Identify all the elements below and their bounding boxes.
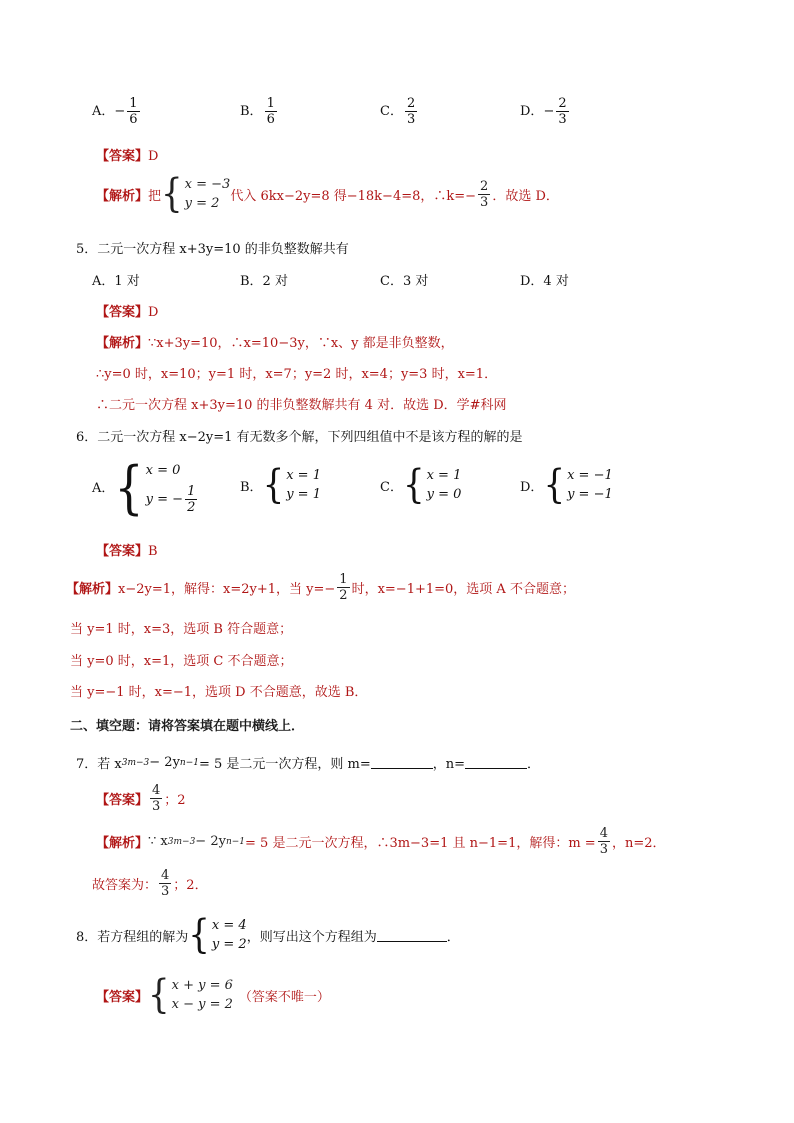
system-row: x = −1 <box>567 468 613 483</box>
stem-text: ． <box>527 757 541 772</box>
q6-analysis-line3: 当 y=0 时，x=1，选项 C 不合题意； <box>70 654 293 669</box>
option-label: B． <box>240 104 263 119</box>
q4-option-b <box>240 96 279 127</box>
q8-answer <box>96 972 330 1018</box>
option-fraction <box>127 96 139 127</box>
analysis-tag: 【解析】 <box>96 188 149 204</box>
denominator: 3 <box>161 884 170 899</box>
system-row: x = 0 <box>145 463 181 478</box>
numerator: 4 <box>161 868 170 883</box>
q5-analysis-line1 <box>96 332 454 351</box>
numerator: 4 <box>152 783 161 798</box>
q6-analysis-line2: 当 y=1 时，x=3，选项 B 符合题意； <box>70 622 293 637</box>
q5-option-c: C．3 对 <box>380 274 429 289</box>
denominator: 6 <box>266 112 275 127</box>
system-row: x − y = 2 <box>171 997 233 1012</box>
q7-final <box>92 868 208 899</box>
stem-text: 8．若方程组的解为 <box>76 929 189 945</box>
denominator: 3 <box>152 799 161 814</box>
system-row: y = 2 <box>211 937 247 952</box>
equation-system: { x = 1 y = 1 <box>262 462 321 508</box>
analysis-text: − 2y <box>195 834 226 849</box>
equation-system: { x = 4 y = 2 <box>188 912 247 958</box>
q7-analysis <box>96 826 666 857</box>
answer-blank-n[interactable] <box>465 756 527 769</box>
option-label: D． <box>520 479 544 495</box>
analysis-text: ；2． <box>173 878 208 893</box>
stem-text: ，则写出这个方程组为 <box>246 929 377 945</box>
system-row: x = 1 <box>426 468 462 483</box>
stem-text: ． <box>446 929 460 945</box>
answer-value: D <box>148 305 159 320</box>
q5-analysis-line3: ∴二元一次方程 x+3y=10 的非负整数解共有 4 对．故选 D．学#科网 <box>96 398 507 413</box>
q7-stem <box>76 753 540 772</box>
answer-note: （答案不唯一） <box>238 989 330 1005</box>
q6-analysis-line4: 当 y=−1 时，x=−1，选项 D 不合题意，故选 B． <box>70 685 368 700</box>
analysis-text: ∵x+3y=10，∴x=10−3y，∵x、y 都是非负整数， <box>148 336 454 351</box>
exponent: 3m−3 <box>121 757 150 768</box>
equation-system: { x = 0 y = − $\frac{1}{2}$ <box>114 458 199 515</box>
stem-text: ，n= <box>432 757 466 772</box>
option-fraction <box>556 96 568 127</box>
answer-tag: 【答案】 <box>96 305 149 320</box>
equation-system: { x = −1 y = −1 <box>543 462 613 508</box>
answer-tag: 【答案】 <box>96 544 149 559</box>
numerator: 2 <box>480 178 489 194</box>
fraction <box>337 572 349 603</box>
system-row: y = 2 <box>184 196 220 211</box>
option-sign: − <box>543 104 555 119</box>
system-row: y = 0 <box>426 487 462 502</box>
q4-option-d <box>520 96 571 127</box>
denominator: 6 <box>129 112 138 127</box>
option-fraction <box>265 96 277 127</box>
q5-option-d: D．4 对 <box>520 274 569 289</box>
numerator: 4 <box>599 826 608 841</box>
option-label: C． <box>380 479 403 495</box>
analysis-text: = 5 是二元一次方程，∴3m−3=1 且 n−1=1，解得：m = <box>245 836 596 851</box>
stem-text: = 5 是二元一次方程，则 m= <box>199 757 371 772</box>
denominator: 3 <box>558 112 567 127</box>
numerator: 2 <box>406 96 416 111</box>
q4-analysis <box>96 171 559 217</box>
q5-stem: 5．二元一次方程 x+3y=10 的非负整数解共有 <box>76 242 349 257</box>
option-label: A． <box>92 481 115 496</box>
q4-option-a <box>92 96 142 127</box>
q6-option-d <box>520 462 613 508</box>
equation-system: { x = −3 y = 2 <box>161 171 231 217</box>
system-row: x = −3 <box>184 177 231 192</box>
answer-blank-m[interactable] <box>371 756 433 769</box>
system-row: y = − <box>145 492 184 507</box>
option-label: D． <box>520 104 544 119</box>
system-row: y = −1 <box>567 487 613 502</box>
fraction <box>598 826 610 857</box>
q6-analysis-line1 <box>66 572 575 603</box>
numerator: 1 <box>339 572 348 587</box>
q8-stem <box>76 912 460 958</box>
fraction <box>159 868 171 899</box>
answer-tag: 【答案】 <box>96 989 149 1005</box>
analysis-text: ．故选 D． <box>492 188 559 204</box>
answer-value: D <box>148 149 159 164</box>
analysis-text: x−2y=1，解得：x=2y+1，当 y=− <box>118 582 336 597</box>
equation-system: { x = 1 y = 0 <box>402 462 462 508</box>
analysis-tag: 【解析】 <box>96 336 149 351</box>
denominator: 3 <box>599 842 608 857</box>
system-row: y = 1 <box>286 487 321 502</box>
q5-option-b: B．2 对 <box>240 274 288 289</box>
exponent: n−1 <box>225 836 246 847</box>
analysis-text: 代入 6kx−2y=8 得−18k−4=8，∴k=− <box>230 188 477 204</box>
answer-blank[interactable] <box>377 929 447 942</box>
exponent: n−1 <box>179 757 199 768</box>
stem-text: 7．若 x <box>76 757 122 772</box>
q6-option-b <box>240 462 321 508</box>
analysis-tag: 【解析】 <box>96 836 149 851</box>
option-fraction <box>405 96 417 127</box>
numerator: 2 <box>558 96 567 111</box>
analysis-tag: 【解析】 <box>66 582 119 597</box>
system-row: x + y = 6 <box>171 978 233 993</box>
denominator: 3 <box>480 194 489 210</box>
section-heading: 二、填空题：请将答案填在题中横线上． <box>70 719 305 734</box>
system-row: x = 4 <box>211 918 247 933</box>
denominator: 2 <box>187 500 196 515</box>
option-label: C． <box>380 104 403 119</box>
analysis-text: 时，x=−1+1=0，选项 A 不合题意； <box>351 582 575 597</box>
denominator: 2 <box>339 588 348 603</box>
answer-tag: 【答案】 <box>96 793 149 808</box>
option-sign: − <box>114 104 126 119</box>
q6-option-c <box>380 462 462 508</box>
q6-stem: 6．二元一次方程 x−2y=1 有无数多个解，下列四组值中不是该方程的解的是 <box>76 430 523 445</box>
q6-answer <box>96 540 158 559</box>
fraction <box>185 484 197 515</box>
equation-system: { x + y = 6 x − y = 2 <box>148 972 233 1018</box>
analysis-text: 故答案为： <box>92 878 158 893</box>
analysis-text: ∵ x <box>148 834 168 849</box>
fraction <box>478 179 490 210</box>
q4-option-c <box>380 96 419 127</box>
denominator: 3 <box>406 112 416 127</box>
system-row: x = 1 <box>286 468 321 483</box>
answer-value: ；2 <box>164 793 186 808</box>
analysis-text: ，n=2． <box>611 836 666 851</box>
q5-analysis-line2: ∴y=0 时，x=10；y=1 时，x=7；y=2 时，x=4；y=3 时，x=1． <box>96 367 498 382</box>
numerator: 1 <box>129 96 138 111</box>
q4-answer <box>96 145 158 164</box>
numerator: 1 <box>266 96 275 111</box>
q6-option-a <box>92 452 199 521</box>
answer-tag: 【答案】 <box>96 149 149 164</box>
option-label: B． <box>240 479 263 495</box>
numerator: 1 <box>187 484 196 499</box>
exponent: 3m−3 <box>167 836 196 847</box>
q5-answer <box>96 301 158 320</box>
stem-text: − 2y <box>149 755 180 770</box>
q7-answer <box>96 783 186 814</box>
q5-option-a: A．1 对 <box>92 274 140 289</box>
analysis-text: 把 <box>148 188 162 204</box>
fraction <box>150 783 162 814</box>
option-label: A． <box>92 104 115 119</box>
answer-value: B <box>148 544 158 559</box>
